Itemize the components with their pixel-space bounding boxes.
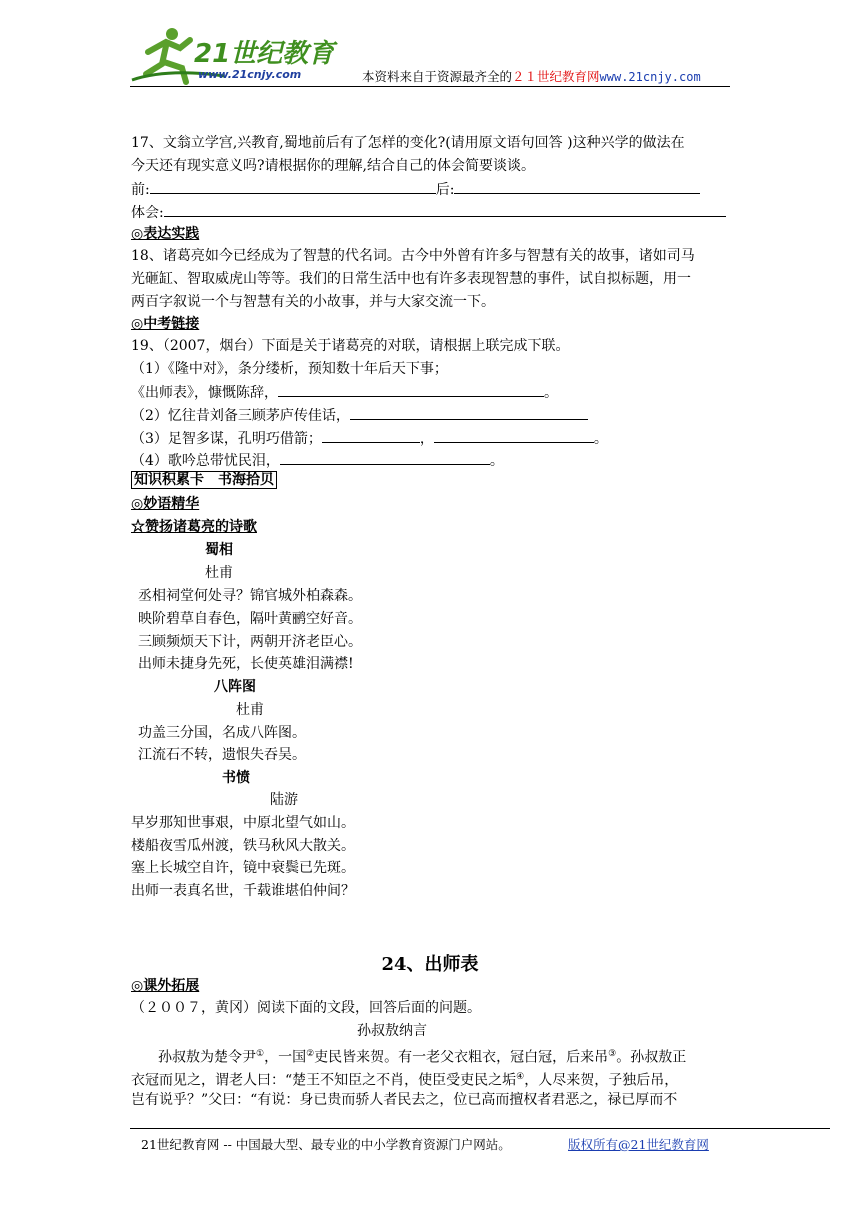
q19-item4-end: 。 [489,453,504,469]
header-note-prefix: 本资料来自于资源最齐全的 [362,69,513,84]
section-heading-express: ◎表达实践 [131,226,200,242]
lesson-title: 24、出师表 [381,954,479,975]
header-note-url[interactable]: www.21cnjy.com [599,70,701,84]
passage-text: ，一国 [264,1049,307,1066]
q17-experience-row [131,202,726,223]
header-divider [130,86,730,87]
q17-line1: 17、文翁立学宫,兴教育,蜀地前后有了怎样的变化?(请用原文语句回答 )这种兴学的做法在 [131,135,685,151]
poem1-line: 出师未捷身先死，长使英雄泪满襟! [138,656,354,672]
section-heading-quotes: ◎妙语精华 [131,496,200,512]
q19-item4-row [131,450,504,471]
section-heading-exam: ◎中考链接 [131,316,200,332]
poem1-line: 三顾频烦天下计，两朝开济老臣心。 [138,634,362,650]
passage-text: ，人尽来贺，子独后吊， [524,1072,679,1089]
logo-text: 21世纪教育 [194,39,335,69]
q17-line2: 今天还有现实意义吗?请根据你的理解,结合自己的体会简要谈谈。 [131,158,535,174]
runner-logo-icon [128,24,348,88]
passage-text: 孙叔敖为楚令尹 [158,1049,256,1066]
poem3-line: 塞上长城空自许，镜中衰鬓已先斑。 [131,860,355,876]
q19-item1a: （1）《隆中对》，条分缕析，预知数十年后天下事； [131,361,448,377]
q19-item3-blank-a[interactable] [322,428,420,443]
poem2-line: 江流石不转，遗恨失吞吴。 [138,747,306,763]
q19-item2: （2）忆往昔刘备三顾茅庐传佳话， [131,408,350,424]
section-heading-poems: ☆赞扬诸葛亮的诗歌 [131,519,257,535]
q17-after-blank[interactable] [454,179,700,194]
poem3-line: 出师一表真名世，千载谁堪伯仲间？ [131,883,355,899]
poem3-line: 楼船夜雪瓜州渡，铁马秋风大散关。 [131,838,355,854]
q19-item3-mid: ， [419,431,434,447]
passage-paragraph-line2 [131,1067,678,1091]
q17-experience-label: 体会: [131,205,164,221]
header-note-brand: ２１世纪教育网 [512,69,600,84]
section-heading-extra: ◎课外拓展 [131,978,200,994]
poem2-title: 八阵图 [214,679,256,695]
poem3-author: 陆游 [270,792,298,808]
passage-paragraph-line1 [158,1044,686,1068]
q19-item2-row [131,405,588,426]
knowledge-card-label: 知识积累卡 书海拾贝 [131,471,277,489]
poem3-title: 书愤 [222,770,250,786]
q19-intro: 19、（2007，烟台）下面是关于诸葛亮的对联，请根据上联完成下联。 [131,338,570,354]
q17-experience-blank[interactable] [164,202,726,217]
poem1-title: 蜀相 [205,542,233,558]
header-note [362,67,701,85]
q18-line3: 两百字叙说一个与智慧有关的小故事，并与大家交流一下。 [131,294,495,310]
knowledge-card-title [131,470,277,490]
logo-url: www.21cnjy.com [198,68,302,81]
footer-text: 21世纪教育网 -- 中国最大型、最专业的中小学教育资源门户网站。 [141,1137,511,1152]
passage-paragraph-line3: 岂有说乎？”父曰：“有说：身已贵而骄人者民去之，位已高而擅权者君恶之，禄已厚而不 [131,1092,678,1108]
poem3-line: 早岁那知世事艰，中原北望气如山。 [131,815,355,831]
q19-item3-blank-b[interactable] [434,428,594,443]
passage-intro: （２００７，黄冈）阅读下面的文段，回答后面的问题。 [131,1000,481,1016]
passage-text: 衣冠而见之，谓老人曰：“楚王不知臣之不肖，使臣受吏民之垢 [131,1072,517,1089]
copyright-link[interactable]: 版权所有@21世纪教育网 [568,1137,709,1152]
q18-line1: 18、诸葛亮如今已经成为了智慧的代名词。古今中外曾有许多与智慧有关的故事，诸如司马 [131,248,695,264]
q19-item1-blank[interactable] [278,382,544,397]
passage-text: 吏民皆来贺。有一老父衣粗衣，冠白冠，后来吊 [314,1049,609,1066]
passage-text: 。孙叔敖正 [616,1049,687,1066]
site-logo[interactable] [128,24,348,88]
footnote-mark: ① [256,1049,265,1059]
passage-title: 孙叔敖纳言 [357,1023,427,1039]
footnote-mark: ④ [516,1072,525,1082]
q19-item3: （3）足智多谋，孔明巧借箭； [131,431,322,447]
q19-item3-end: 。 [593,431,608,447]
q19-item4: （4）歌吟总带忧民泪， [131,453,280,469]
q19-item1b: 《出师表》，慷慨陈辞， [131,385,278,401]
q17-before-label: 前: [131,182,150,198]
q19-item1b-row [131,382,558,403]
q19-item1b-end: 。 [544,385,558,401]
q17-after-label: 后: [435,182,455,198]
q17-before-blank[interactable] [150,179,436,194]
poem1-author: 杜甫 [205,565,233,581]
q19-item3-row [131,428,608,449]
footnote-mark: ③ [608,1049,617,1059]
q17-answer-row [131,179,700,200]
footer-divider [130,1128,830,1129]
q19-item4-blank[interactable] [280,450,490,465]
poem2-author: 杜甫 [236,702,264,718]
poem1-line: 丞相祠堂何处寻？锦官城外柏森森。 [138,588,362,604]
poem2-line: 功盖三分国，名成八阵图。 [138,725,306,741]
q18-line2: 光砸缸、智取威虎山等等。我们的日常生活中也有许多表现智慧的事件，试自拟标题，用一 [131,271,691,287]
poem1-line: 映阶碧草自春色，隔叶黄鹂空好音。 [138,611,362,627]
footnote-mark: ② [306,1049,315,1059]
q19-item2-blank[interactable] [350,405,588,420]
